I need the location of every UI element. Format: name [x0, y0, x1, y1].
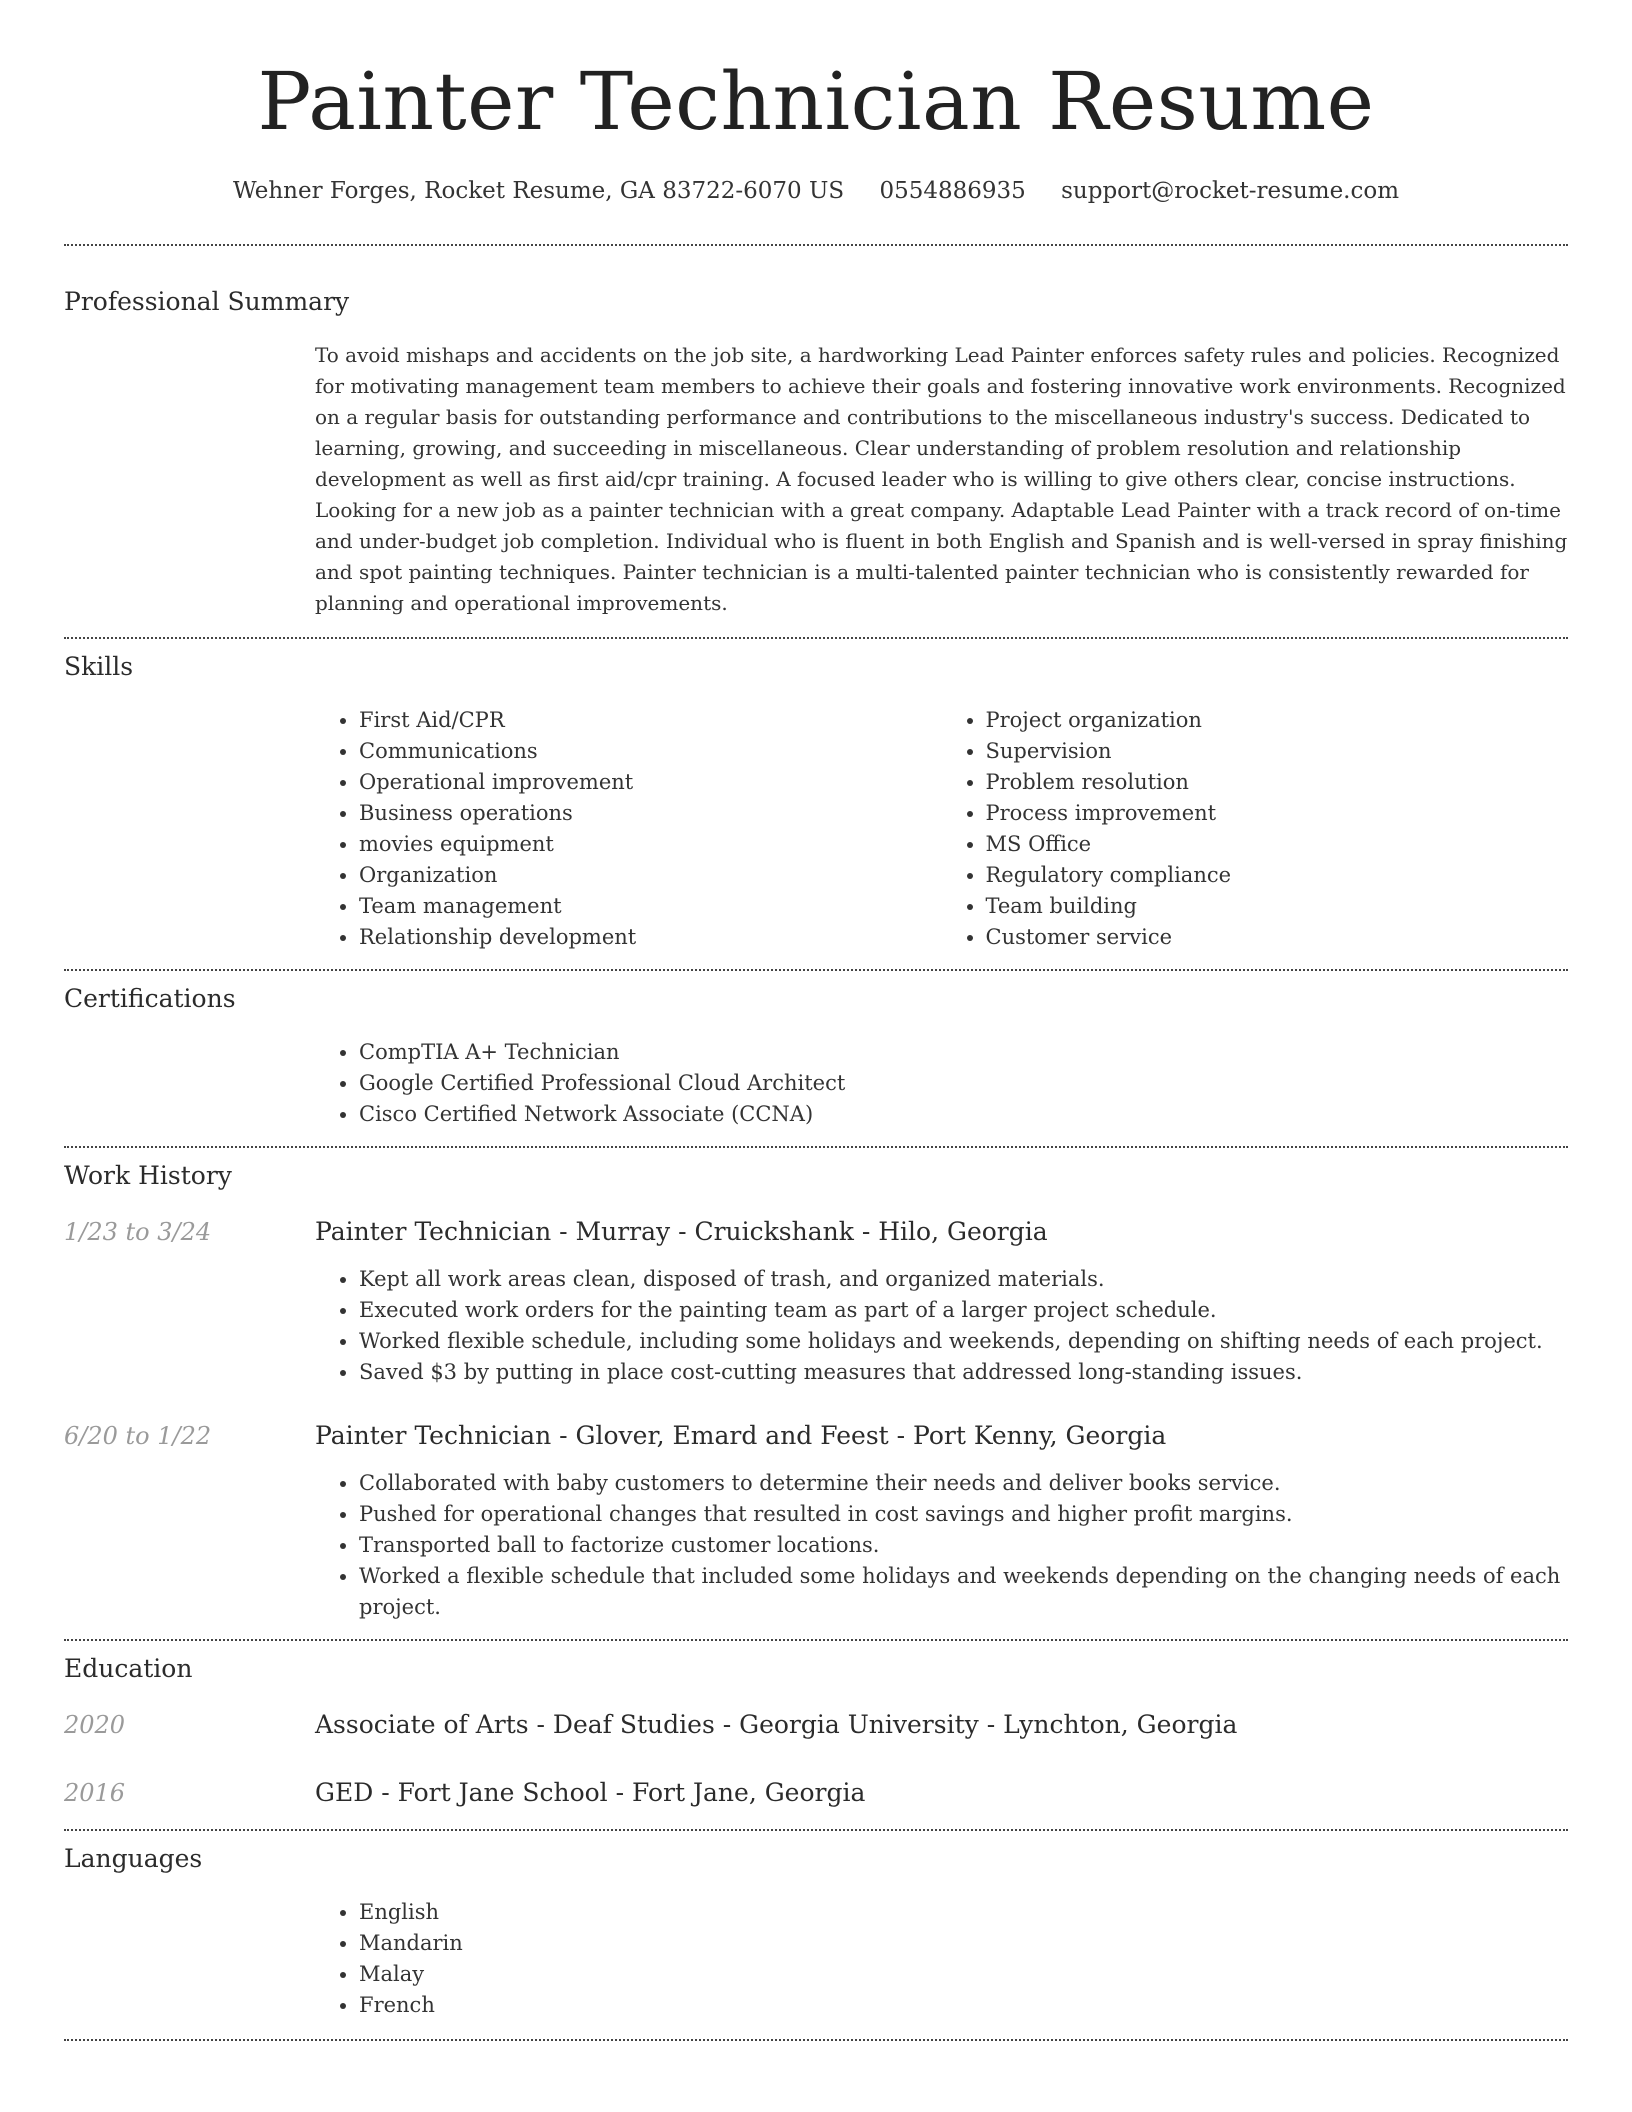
list-item: • Regulatory compliance: [986, 860, 1569, 891]
skills-section: [64, 651, 1568, 953]
divider: [64, 1146, 1568, 1148]
list-item: • Google Certified Professional Cloud Architect: [359, 1068, 1568, 1099]
job-dates: 6/20 to 1/22: [64, 1422, 212, 1450]
education-title: Associate of Arts - Deaf Studies - Georgia University - Lynchton, Georgia: [315, 1710, 1238, 1739]
contact-phone: 0554886935: [879, 178, 1026, 204]
education-year: 2020: [64, 1711, 126, 1739]
divider: [64, 2039, 1568, 2041]
list-item: • Cisco Certified Network Associate (CCNA): [359, 1099, 1568, 1130]
job-dates: 1/23 to 3/24: [64, 1218, 212, 1246]
list-item: • Team building: [986, 891, 1569, 922]
divider: [64, 1639, 1568, 1641]
job-bullets: [315, 1468, 1568, 1623]
job-entry: [64, 1420, 1568, 1623]
list-item: • movies equipment: [359, 829, 942, 860]
work-history-section: [64, 1160, 1568, 1623]
education-title: GED - Fort Jane School - Fort Jane, Georgia: [315, 1778, 866, 1807]
skills-heading: Skills: [64, 652, 134, 681]
contact-line: [64, 176, 1568, 206]
list-item: • Executed work orders for the painting team as part of a larger project schedule.: [359, 1295, 1568, 1326]
list-item: • Collaborated with baby customers to determine their needs and deliver books service.: [359, 1468, 1568, 1499]
certifications-heading: Certifications: [64, 984, 236, 1013]
summary-section: [64, 286, 1568, 619]
list-item: • English: [359, 1897, 1568, 1928]
list-item: • Relationship development: [359, 922, 942, 953]
job-title: Painter Technician - Murray - Cruickshank - Hilo, Georgia: [315, 1217, 1048, 1246]
list-item: • MS Office: [986, 829, 1569, 860]
list-item: • Kept all work areas clean, disposed of trash, and organized materials.: [359, 1264, 1568, 1295]
list-item: • Saved $3 by putting in place cost-cutting measures that addressed long-standing issues.: [359, 1357, 1568, 1388]
list-item: • Communications: [359, 736, 942, 767]
list-item: • Organization: [359, 860, 942, 891]
job-bullets: [315, 1264, 1568, 1388]
languages-section: [64, 1843, 1568, 2021]
list-item: • First Aid/CPR: [359, 705, 942, 736]
list-item: • Supervision: [986, 736, 1569, 767]
list-item: • Worked a flexible schedule that included some holidays and weekends depending on the changing needs of each project.: [359, 1561, 1568, 1623]
skills-list-right: [942, 705, 1569, 953]
skills-list-left: [315, 705, 942, 953]
work-history-heading: Work History: [64, 1161, 232, 1190]
list-item: • Operational improvement: [359, 767, 942, 798]
list-item: • Worked flexible schedule, including some holidays and weekends, depending on shifting needs of each project.: [359, 1326, 1568, 1357]
list-item: • Pushed for operational changes that resulted in cost savings and higher profit margins.: [359, 1499, 1568, 1530]
education-heading: Education: [64, 1654, 193, 1683]
list-item: • Project organization: [986, 705, 1569, 736]
education-section: [64, 1653, 1568, 1809]
languages-heading: Languages: [64, 1844, 203, 1873]
list-item: • Problem resolution: [986, 767, 1569, 798]
divider: [64, 637, 1568, 639]
list-item: • French: [359, 1990, 1568, 2021]
summary-heading: Professional Summary: [64, 287, 350, 316]
page-title: Painter Technician Resume: [257, 55, 1375, 148]
list-item: • Process improvement: [986, 798, 1569, 829]
education-year: 2016: [64, 1779, 126, 1807]
job-entry: [64, 1216, 1568, 1388]
list-item: • Team management: [359, 891, 942, 922]
summary-text: To avoid mishaps and accidents on the job site, a hardworking Lead Painter enforces safety rules and policies. Recognized for motivating management team members to achieve their goals and fostering innovative work environments. Recognized on a regular basis for outstanding performance and contributions to the miscellaneous industry's success. Dedicated to learning, growing, and succeeding in miscellaneous. Clear understanding of problem resolution and relationship development as well as first aid/cpr training. A focused leader who is willing to give others clear, concise instructions. Looking for a new job as a painter technician with a great company. Adaptable Lead Painter with a track record of on-time and under-budget job completion. Individual who is fluent in both English and Spanish and is well-versed in spray finishing and spot painting techniques. Painter technician is a multi-talented painter technician who is consistently rewarded for planning and operational improvements.: [315, 343, 1568, 615]
languages-list: [315, 1897, 1568, 2021]
list-item: • Customer service: [986, 922, 1569, 953]
list-item: • Mandarin: [359, 1928, 1568, 1959]
divider: [64, 1829, 1568, 1831]
divider: [64, 969, 1568, 971]
job-title: Painter Technician - Glover, Emard and Feest - Port Kenny, Georgia: [315, 1421, 1167, 1450]
divider: [64, 244, 1568, 246]
education-entry: [64, 1709, 1568, 1741]
contact-email: support@rocket-resume.com: [1061, 178, 1400, 204]
certifications-list: [315, 1037, 1568, 1130]
list-item: • Transported ball to factorize customer locations.: [359, 1530, 1568, 1561]
list-item: • Business operations: [359, 798, 942, 829]
education-entry: [64, 1777, 1568, 1809]
list-item: • Malay: [359, 1959, 1568, 1990]
list-item: • CompTIA A+ Technician: [359, 1037, 1568, 1068]
certifications-section: [64, 983, 1568, 1130]
contact-address: Wehner Forges, Rocket Resume, GA 83722-6070 US: [232, 178, 845, 204]
